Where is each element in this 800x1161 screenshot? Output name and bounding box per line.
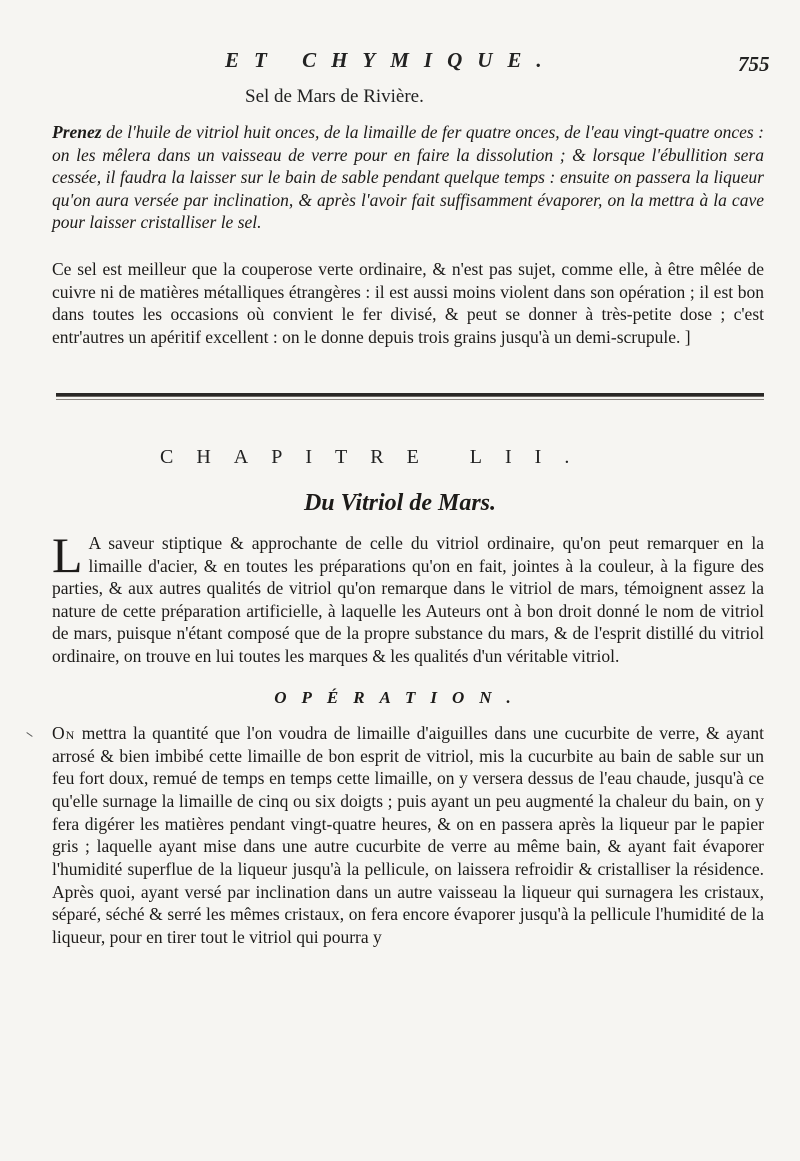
drop-cap: L — [52, 527, 83, 583]
chapter-divider-rule-thin — [56, 399, 764, 400]
recipe-paragraph — [52, 121, 764, 234]
chapter-intro-text: A saveur stiptique & approchante de celle du vitriol ordinaire, qu'on peut remarquer en la limaille d'acier, & en toutes les préparations qu'on en fait, jointes à la couleur, à la figure des parties, & aux autres qualités de vitriol qu'on remarque dans le vitriol de mars, témoignent assez la nature de cette préparation artificielle, à laquelle les Auteurs ont à bon droit donné le nom de vitriol de mars, puisque n'étant composé que de la propre substance du mars, & de l'esprit distillé du vitriol ordinaire, on trouve en lui toutes les marques & les qualités d'un véritable vitriol. — [52, 533, 764, 666]
chapter-intro-paragraph — [52, 527, 764, 668]
operation-lead-word: On — [52, 723, 76, 743]
page-number: 755 — [738, 52, 770, 76]
running-head: ET CHYMIQUE. — [225, 48, 557, 72]
recipe-text: de l'huile de vitriol huit onces, de la limaille de fer quatre onces, de l'eau vingt-quatre onces : on les mêlera dans un vaisseau de verre pour en faire la dissolution ; & lorsque l'ébullition sera cessée, il faudra la laisser sur le bain de sable pendant quelque temps : ensuite on passera la liqueur qu'on aura versée par inclination, & après l'avoir fait suffisamment évaporer, on la mettra à la cave pour laisser cristalliser le sel. — [52, 122, 765, 232]
operation-paragraph — [52, 722, 764, 949]
chapter-heading: Du Vitriol de Mars. — [303, 490, 497, 516]
operation-text: mettra la quantité que l'on voudra de limaille d'aiguilles dans une cucurbite de verre, & ayant arrosé & bien imbibé cette limaille de bon esprit de vitriol, mis la cucurbite au bain de sable sur un feu fort doux, remué de temps en temps cette limaille, on y versera dessus de l'eau chaude, jusqu'à ce qu'elle surnage la limaille de cinq ou six doigts ; puis ayant un peu augmenté la chaleur du bain, on y fera digérer les matières pendant vingt-quatre heures, & on en passera après la liqueur par le papier gris ; laquelle ayant mise dans une autre cucurbite de verre au même bain, & ayant fait évaporer l'humidité superflue de la liqueur jusqu'à la pellicule, on laissera refroidir & cristalliser la résidence. Après quoi, ayant versé par inclination dans un autre vaisseau la liqueur qui surnagera les cristaux, séparé, séché & serré les mêmes cristaux, on fera encore évaporer jusqu'à la pellicule l'humidité de la liqueur, pour en tirer tout le vitriol qui pourra y — [52, 723, 764, 947]
commentary-paragraph: Ce sel est meilleur que la couperose verte ordinaire, & n'est pas sujet, comme elle, à être mêlée de cuivre ni de matières métalliques étrangères : il est aussi moins violent dans son opération ; il est bon dans toutes les occasions où convient le fer divisé, & peut se donner à très-petite dose ; c'est entr'autres un apéritif excellent : on le donne depuis trois grains jusqu'à un demi-scrupule. ] — [52, 259, 764, 347]
chapter-divider-rule — [56, 393, 764, 397]
margin-mark — [26, 732, 32, 737]
chapter-title: CHAPITRE LII. — [160, 446, 593, 468]
section-heading: OPÉRATION. — [274, 688, 526, 707]
recipe-title: Sel de Mars de Rivière. — [245, 86, 424, 107]
recipe-start-word: Prenez — [52, 122, 102, 142]
